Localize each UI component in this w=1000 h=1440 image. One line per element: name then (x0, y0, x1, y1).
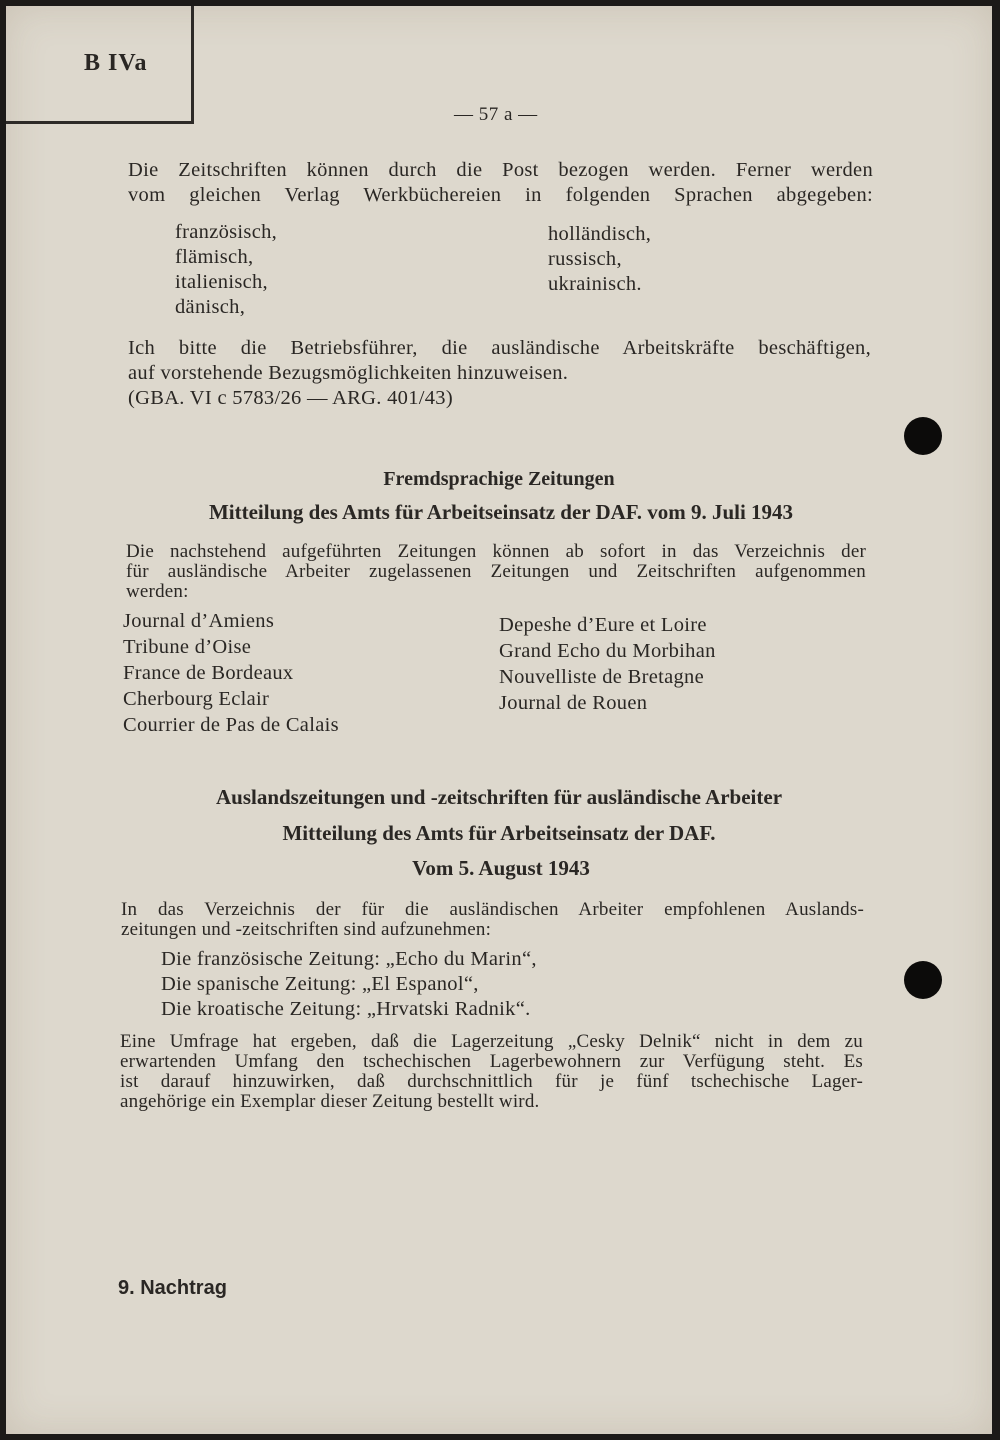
closing-line: ist darauf hinzuwirken, daß durchschnittlich für je fünf tschechische Lager- (120, 1071, 863, 1092)
stamp-label: B IVa (84, 50, 148, 76)
language-item: italienisch, (175, 271, 268, 293)
closing-line: Ich bitte die Betriebsführer, die ausländische Arbeitskräfte beschäftigen, (128, 337, 871, 359)
newspaper-item: Journal de Rouen (499, 692, 648, 714)
newspaper-item: Nouvelliste de Bretagne (499, 666, 705, 688)
section-title: Auslandszeitungen und -zeitschriften für ausländische Arbeiter (215, 785, 783, 809)
language-item: dänisch, (175, 296, 246, 318)
section-body-line: Die nachstehend aufgeführten Zeitungen können ab sofort in das Verzeichnis der (126, 541, 866, 562)
language-item: holländisch, (548, 223, 652, 245)
newspaper-entry: Die spanische Zeitung: „El Espanol“, (161, 973, 479, 995)
newspaper-item: Grand Echo du Morbihan (499, 640, 716, 662)
newspaper-entry: Die kroatische Zeitung: „Hrvatski Radnik“. (161, 998, 531, 1020)
binder-hole (904, 961, 942, 999)
section-body-line: In das Verzeichnis der für die ausländischen Arbeiter empfohlenen Auslands- (121, 899, 864, 920)
language-item: französisch, (175, 221, 278, 243)
section-title: Fremdsprachige Zeitungen (383, 468, 615, 490)
closing-line: erwartenden Umfang den tschechischen Lagerbewohnern zur Verfügung steht. Es (120, 1051, 863, 1072)
section-subtitle: Mitteilung des Amts für Arbeitseinsatz der DAF. vom 9. Juli 1943 (208, 500, 794, 524)
language-item: flämisch, (175, 246, 254, 268)
newspaper-item: Journal d’Amiens (123, 610, 275, 632)
section-body-line: werden: (126, 581, 189, 602)
section-date: Vom 5. August 1943 (412, 856, 590, 880)
newspaper-item: France de Bordeaux (123, 662, 294, 684)
section-body-line: zeitungen und -zeitschriften sind aufzunehmen: (121, 919, 492, 940)
stamp-box (6, 6, 194, 124)
language-item: russisch, (548, 248, 622, 270)
section-body-line: für ausländische Arbeiter zugelassenen Zeitungen und Zeitschriften aufgenommen (126, 561, 866, 582)
binder-hole (904, 417, 942, 455)
newspaper-item: Tribune d’Oise (123, 636, 252, 658)
newspaper-item: Cherbourg Eclair (123, 688, 270, 710)
language-item: ukrainisch. (548, 273, 642, 295)
supplement-label: 9. Nachtrag (118, 1277, 227, 1299)
newspaper-item: Depeshe d’Eure et Loire (499, 614, 707, 636)
intro-line: Die Zeitschriften können durch die Post bezogen werden. Ferner werden (128, 159, 873, 181)
closing-line: Eine Umfrage hat ergeben, daß die Lagerzeitung „Cesky Delnik“ nicht in dem zu (120, 1031, 863, 1052)
document-page (6, 6, 992, 1434)
closing-line: angehörige ein Exemplar dieser Zeitung bestellt wird. (120, 1091, 540, 1112)
page-number: — 57 a — (454, 104, 538, 125)
reference-line: (GBA. VI c 5783/26 — ARG. 401/43) (128, 387, 453, 409)
section-subtitle: Mitteilung des Amts für Arbeitseinsatz der DAF. (282, 821, 716, 845)
intro-line: vom gleichen Verlag Werkbüchereien in folgenden Sprachen abgegeben: (128, 184, 873, 206)
newspaper-entry: Die französische Zeitung: „Echo du Marin“, (161, 948, 537, 970)
newspaper-item: Courrier de Pas de Calais (123, 714, 339, 736)
closing-line: auf vorstehende Bezugsmöglichkeiten hinzuweisen. (128, 362, 569, 384)
